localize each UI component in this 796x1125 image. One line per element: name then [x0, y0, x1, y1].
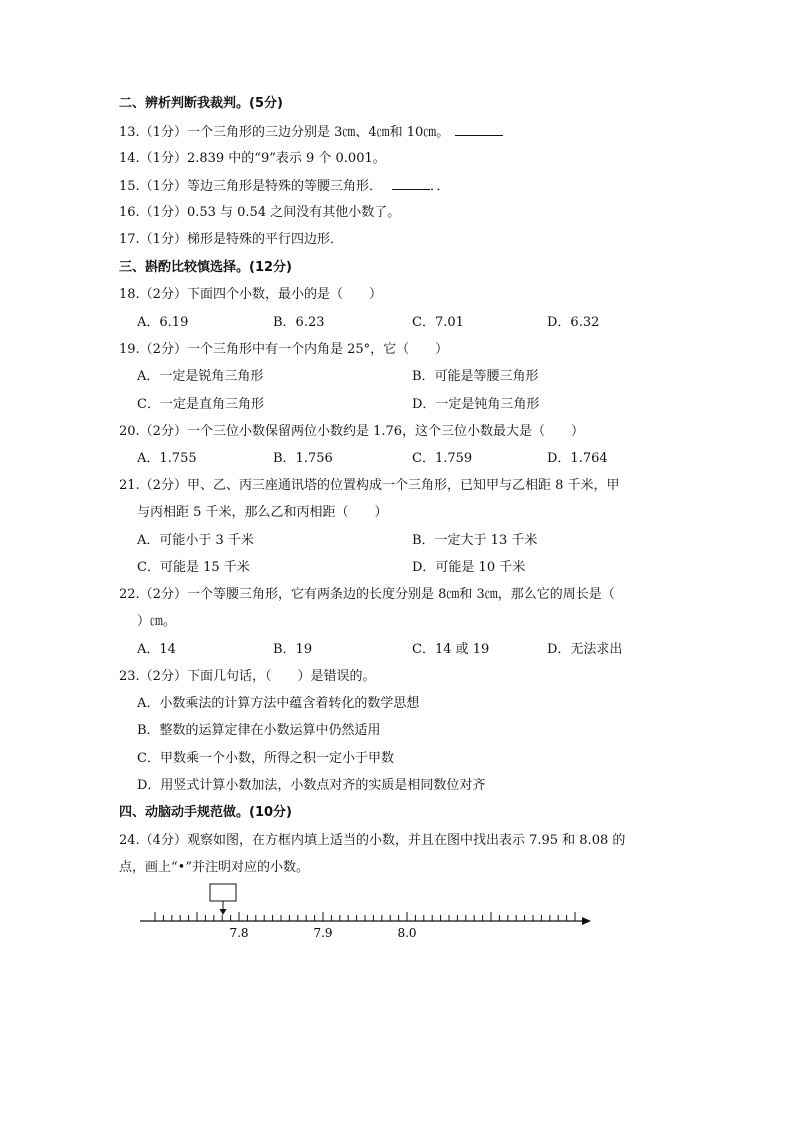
q18-option-c[interactable]: C．7.01 [412, 315, 464, 330]
q22-option-b[interactable]: B．19 [273, 642, 313, 657]
question-14: 14.（1分）2.839 中的“9”表示 9 个 0.001。 [119, 151, 386, 166]
question-15-tail: ．． [429, 179, 450, 194]
q20-option-c[interactable]: C．1.759 [412, 451, 473, 466]
q20-option-b[interactable]: B．1.756 [273, 451, 333, 466]
question-24-line-1: 24.（4分）观察如图，在方框内填上适当的小数，并且在图中找出表示 7.95 和 8.08 的 [119, 833, 626, 848]
q19-option-d[interactable]: D．一定是钝角三角形 [412, 397, 540, 412]
q18-option-d[interactable]: D．6.32 [547, 315, 600, 330]
answer-box[interactable] [210, 884, 236, 901]
q21-option-d[interactable]: D．可能是 10 千米 [412, 560, 526, 575]
tick-label-7-9: 7.9 [313, 926, 333, 940]
question-21-line-1: 21.（2分）甲、乙、丙三座通讯塔的位置构成一个三角形，已知甲与乙相距 8 千米，甲 [119, 478, 620, 493]
q22-option-d[interactable]: D．无法求出 [547, 642, 623, 657]
tick-label-7-8: 7.8 [229, 926, 249, 940]
question-24-line-2: 点，画上“•”并注明对应的小数。 [119, 860, 309, 875]
section-2-heading: 二、辨析判断我裁判。(5分) [119, 96, 283, 111]
q23-option-a[interactable]: A．小数乘法的计算方法中蕴含着转化的数学思想 [137, 696, 420, 711]
question-22-line-1: 22.（2分）一个等腰三角形，它有两条边的长度分别是 8㎝和 3㎝，那么它的周长是（ [119, 587, 615, 602]
question-16: 16.（1分）0.53 与 0.54 之间没有其他小数了。 [119, 205, 401, 220]
q19-option-a[interactable]: A．一定是锐角三角形 [137, 369, 264, 384]
question-22-line-2: ）㎝。 [137, 614, 177, 629]
q21-option-b[interactable]: B．一定大于 13 千米 [412, 533, 538, 548]
pointer-arrow-head [220, 909, 227, 915]
q18-option-b[interactable]: B．6.23 [273, 315, 325, 330]
question-23: 23.（2分）下面几句话，（ ）是错误的。 [119, 669, 376, 684]
q18-option-a[interactable]: A．6.19 [137, 315, 189, 330]
question-20: 20.（2分）一个三位小数保留两位小数约是 1.76，这个三位小数最大是（ ） [119, 424, 585, 439]
question-21-line-2: 与丙相距 5 千米，那么乙和丙相距（ ） [137, 505, 388, 520]
q21-option-c[interactable]: C．可能是 15 千米 [137, 560, 250, 575]
tick-label-8-0: 8.0 [397, 926, 417, 940]
q19-option-c[interactable]: C．一定是直角三角形 [137, 397, 264, 412]
number-line-arrowhead [582, 917, 591, 925]
q20-option-a[interactable]: A．1.755 [137, 451, 197, 466]
number-line-ticks [155, 912, 575, 921]
question-13-text: 13.（1分）一个三角形的三边分别是 3㎝、4㎝和 10㎝。 [119, 125, 450, 140]
section-4-heading: 四、动脑动手规范做。(10分) [119, 805, 292, 820]
question-15-text: 15.（1分）等边三角形是特殊的等腰三角形． [119, 179, 382, 194]
q21-option-a[interactable]: A．可能小于 3 千米 [137, 533, 254, 548]
q22-option-c[interactable]: C．14 或 19 [412, 642, 490, 657]
question-17: 17.（1分）梯形是特殊的平行四边形． [119, 232, 343, 247]
section-3-heading: 三、斟酌比较慎选择。(12分) [119, 260, 292, 275]
q23-option-c[interactable]: C．甲数乘一个小数，所得之积一定小于甲数 [137, 751, 394, 766]
q23-option-d[interactable]: D．用竖式计算小数加法，小数点对齐的实质是相同数位对齐 [137, 778, 486, 793]
q20-option-d[interactable]: D．1.764 [547, 451, 608, 466]
q19-option-b[interactable]: B．可能是等腰三角形 [412, 369, 539, 384]
q23-option-b[interactable]: B．整数的运算定律在小数运算中仍然适用 [137, 723, 381, 738]
question-19: 19.（2分）一个三角形中有一个内角是 25°，它（ ） [119, 342, 449, 357]
question-18: 18.（2分）下面四个小数，最小的是（ ） [119, 287, 382, 302]
q22-option-a[interactable]: A．14 [137, 642, 176, 657]
